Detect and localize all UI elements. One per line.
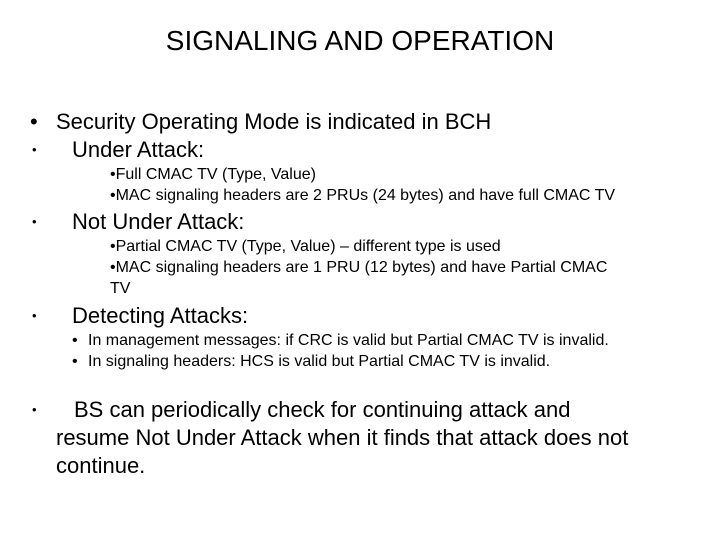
detecting-attacks-item: In signaling headers: HCS is valid but Partial CMAC TV is invalid. <box>88 353 551 370</box>
not-under-attack-item: TV <box>110 280 131 297</box>
bullet-marker: • <box>32 402 37 417</box>
bs-check-line: continue. <box>56 453 146 478</box>
bullet-marker: • <box>32 308 37 323</box>
under-attack-item: •MAC signaling headers are 2 PRUs (24 bytes) and have full CMAC TV <box>110 187 616 204</box>
not-under-attack-item: •MAC signaling headers are 1 PRU (12 bytes) and have Partial CMAC <box>110 259 608 276</box>
bs-check-line: BS can periodically check for continuing attack and <box>74 397 571 422</box>
page-title: SIGNALING AND OPERATION <box>165 25 555 56</box>
bullet-marker: • <box>32 142 37 157</box>
detecting-attacks-label: Detecting Attacks: <box>72 303 249 328</box>
bullet-marker: • <box>32 214 37 229</box>
under-attack-label: Under Attack: <box>72 137 205 162</box>
bullet-marker: • <box>72 332 78 349</box>
not-under-attack-item: •Partial CMAC TV (Type, Value) – different type is used <box>110 238 501 255</box>
detecting-attacks-item: In management messages: if CRC is valid but Partial CMAC TV is invalid. <box>88 332 609 349</box>
under-attack-item: •Full CMAC TV (Type, Value) <box>110 166 316 183</box>
bullet-marker: • <box>30 109 38 134</box>
security-mode-text: Security Operating Mode is indicated in BCH <box>56 109 492 134</box>
not-under-attack-label: Not Under Attack: <box>72 209 245 234</box>
bs-check-line: resume Not Under Attack when it finds that attack does not <box>56 425 629 450</box>
bullet-marker: • <box>72 353 78 370</box>
